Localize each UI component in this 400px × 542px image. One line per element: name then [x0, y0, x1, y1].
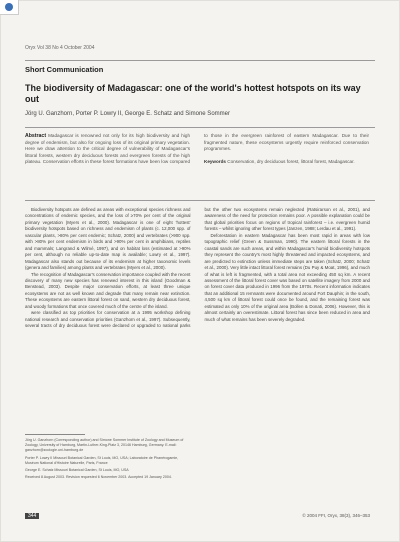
body-paragraph: were classified as top priorities for conservation at a 1995 workshop defining national research and conservation priorities (Ganzhorn et al., 1997). Subsequently, several tracts of dry deciduous forest were declared or upgraded to national parks but the other two ecosystems remain neglected (Ratsirarson et al., 2001), and awareness of the need for protection remains poor. A possible explanation could be that global priorities focus on regions of tropical rainforest – i.e. evergreen humid forests – whilst ignoring other forest types (Janzen, 1988; Lerdau et al., 1991).: [25, 207, 370, 329]
abstract-text: Madagascar is renowned not only for its high biodiversity and high degree of endemism, but also for ongoing loss of its original primary vegetation. Here we draw attention to the critical degree of vulnerability of Madagascar's littoral forests, western dry deciduous forests and evergreen forests of the high plateau. Conservation efforts in these forest formations have been low compared to those in the evergreen rainforest of eastern Madagascar. Due to their fragmented nature, these ecosystems urgently require reinforced conservation programmes.: [25, 133, 369, 165]
section-heading: Short Communication: [25, 65, 104, 74]
footnote-affiliation: George E. Schatz Missouri Botanical Garden, St Louis, MO, USA: [25, 468, 129, 473]
body-paragraph: Biodiversity hotspots are defined as areas with exceptional species richness and concentrations of endemic species, and the loss of ≥70% per cent of the original primary vegetation (Myers et al., 2000). Madagascar is one of eight 'hottest' biodiversity hotspots based on richness and endemism of plants (c. 12,000 spp. of vascular plants, >80% per cent endemic; Schatz, 2000) and vertebrates (>900 spp. with >80% per cent endemism in birds and >90% per cent in amphibians, reptiles and mammals; Langrand & Wilmé, 1997), and on habitat loss (estimated at >90% per cent, although no reliable up-to-date map is available; Lowry et al., 1997). Madagascar also stands out because of its endemism at higher taxonomic levels (genera and families) among plants and vertebrates (Myers et al., 2000).: [25, 207, 191, 271]
keywords-text: Conservation, dry deciduous forest, littoral forest, Madagascar.: [227, 159, 355, 165]
footnote-affiliation: Jörg U. Ganzhorn (Corresponding author) and Simone Sommer Institute of Zoology and Museum of Zoology, University of Hamburg, Martin-Luther-King-Platz 3, 20146 Hamburg, Germany. E-mail: ganzhorn@zoologie.uni-hamburg.de: [25, 438, 184, 453]
abstract-block: [25, 133, 369, 195]
abstract-top-rule: [25, 127, 375, 128]
page-number: 344: [25, 513, 39, 519]
logo-mark-icon: [5, 3, 13, 11]
author-list: Jörg U. Ganzhorn, Porter P. Lowry II, George E. Schatz and Simone Sommer: [25, 111, 230, 117]
header-rule: [25, 60, 375, 61]
footnote-affiliation: Porter P. Lowry II Missouri Botanical Garden, St Louis, MO, USA; Laboratoire de Phanérogamie, Muséum National d'Histoire Naturelle, Paris, France: [25, 455, 179, 465]
footnote-rule: [25, 434, 85, 435]
journal-citation: Oryx Vol 38 No 4 October 2004: [25, 45, 95, 51]
article-title: The biodiversity of Madagascar: one of the world's hottest hotspots on its way out: [25, 83, 361, 104]
author-footnotes: [25, 434, 185, 482]
copyright-line: © 2004 FFI, Oryx, 38(3), 346–353: [302, 513, 370, 518]
abstract-bottom-rule: [25, 200, 375, 201]
footnote-received: Received 8 August 2003. Revision requested 6 November 2003. Accepted 19 January 2004.: [25, 475, 172, 480]
keywords-label: Keywords: [204, 159, 226, 165]
article-body: [25, 207, 370, 457]
body-paragraph: Deforestation in eastern Madagascar has been most rapid in areas with low topographic relief (Green & Sussman, 1990). The eastern littoral forests in the coastal sands are such areas, and within Madagascar's humid biodiversity hotspots they represent the country's most highly threatened and impacted ecosystems, and are predicted to extinction unless immediate steps are taken (Schatz, 2000; Schatz et al., 2000). Very little intact littoral forest remains (Du Puy & Moat, 1996), and much of what is left is fragmented, with a total area not exceeding 450 sq km. A recent assessment of the littoral forest cover was based on satellite imagery from 2000 and on forest cover data produced in 1996 from the 1970s. Recent information indicates that an additional 15 remnants were documented around Fort Dauphin; in the south, 4,500 sq km of littoral forest could once be found, and the remaining forest was estimated as only 10% of the original area (Bollen & Donati, 2006). However, this is almost certainly an overestimate. Littoral forest has since been reduced in area and much of what remains has been severely degraded.: [204, 232, 370, 322]
body-paragraph: The recognition of Madagascar's conservation importance coupled with the recent discovery of many new species has renewed interest in this island (Goodman & Benstead, 2003). Despite major conservation efforts, at least three unique ecosystems are not as well known and degrade that many remain near extinction. These ecosystems are eastern littoral forest on sand, western dry deciduous forest, and woody formations that once covered much of the centre of the island.: [25, 271, 191, 309]
abstract-label: Abstract: [25, 133, 47, 139]
publisher-logo: [0, 0, 19, 15]
